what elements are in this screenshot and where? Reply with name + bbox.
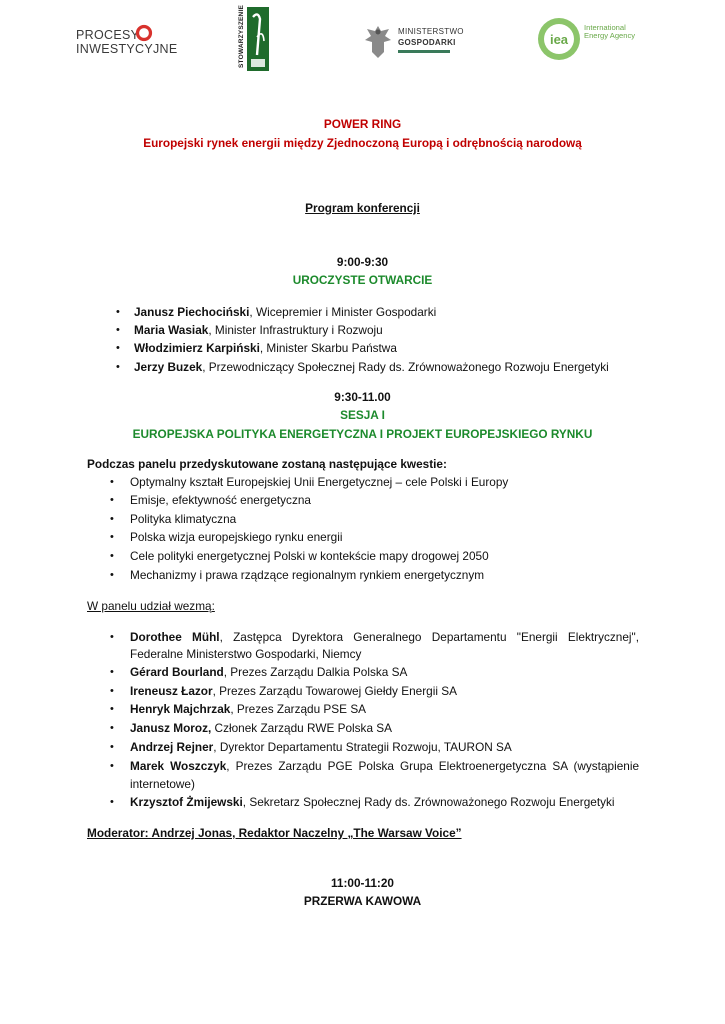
panelist-name: Henryk Majchrzak [130,702,231,716]
list-item [130,630,639,645]
panelist-role: , Prezes Zarządu Towarowej Giełdy Energii SA [212,684,457,698]
list-item [130,740,512,755]
panelist-name: Dorothee Mühl [130,630,220,644]
speaker-role: , Minister Skarbu Państwa [259,341,397,355]
list-item: Polska wizja europejskiego rynku energii [130,530,343,544]
bullet-icon: • [110,666,114,678]
list-item [134,360,609,375]
speaker-role: , Wicepremier i Minister Gospodarki [249,305,437,319]
bullet-icon: • [116,342,120,354]
bullet-icon: • [116,361,120,373]
list-item [134,341,397,356]
bullet-icon: • [110,703,114,715]
eagle-emblem-icon [362,22,394,62]
iea-mark: iea [549,32,569,47]
list-item: Cele polityki energetycznej Polski w kontekście mapy drogowej 2050 [130,549,489,563]
bullet-icon: • [110,796,114,808]
list-item: Mechanizmy i prawa rządzące regionalnym rynkiem energetycznym [130,568,485,582]
session-label: SESJA I [340,408,385,422]
panelist-name: Andrzej Rejner [130,740,214,754]
panelist-role: , Prezes Zarządu Dalkia Polska SA [223,665,408,679]
iea-logo [535,15,645,63]
panelist-name: Janusz Moroz, [130,721,212,735]
break-title: PRZERWA KAWOWA [303,894,422,908]
ministerstwo-gospodarki-logo [362,22,464,62]
list-item [130,721,392,736]
bullet-icon: • [110,741,114,753]
bullet-icon: • [110,513,114,525]
panelist-role: , Dyrektor Departamentu Strategii Rozwoju, TAURON SA [213,740,512,754]
list-item [130,795,615,810]
list-item [130,684,457,699]
program-heading: Program konferencji [305,201,420,215]
list-item: Emisje, efektywność energetyczna [130,493,311,507]
speaker-role: , Minister Infrastruktury i Rozwoju [208,323,383,337]
event-title: POWER RING [323,117,402,131]
panelist-role: Członek Zarządu RWE Polska SA [211,721,393,735]
list-item [130,759,639,774]
bullet-icon: • [110,494,114,506]
opening-title: UROCZYSTE OTWARCIE [292,273,433,287]
moderator-line: Moderator: Andrzej Jonas, Redaktor Naczelny „The Warsaw Voice” [87,826,462,840]
event-subtitle: Europejski rynek energii między Zjednoczoną Europą i odrębnością narodową [143,136,582,150]
logo-text: International [584,23,626,32]
logo-text: GOSPODARKI [398,38,456,47]
logo-text: MINISTERSTWO [398,27,464,36]
list-item-continued: internetowe) [130,777,195,791]
procesy-inwestycyjne-logo [76,24,176,60]
bullet-icon: • [110,631,114,643]
list-item [134,305,436,320]
bullet-icon: • [110,531,114,543]
list-item [134,323,383,338]
topics-intro: Podczas panelu przedyskutowane zostaną następujące kwestie: [87,457,447,471]
speaker-name: Janusz Piechociński [134,305,250,319]
bullet-icon: • [110,685,114,697]
speaker-name: Jerzy Buzek [134,360,203,374]
iea-circle-icon [535,15,583,63]
bullet-icon: • [110,550,114,562]
logo-text: PROCESY [76,28,140,42]
panelist-role: , Prezes Zarządu PGE Polska Grupa Elektroenergetyczna SA (wystąpienie [226,759,640,773]
list-item [130,702,366,717]
stowarzyszenie-eta-logo [234,7,270,71]
list-item-continued: Federalne Ministerstwo Gospodarki, Niemcy [130,647,362,661]
panelist-name: Krzysztof Żmijewski [130,795,243,809]
bullet-icon: • [110,760,114,772]
bullet-icon: • [116,306,120,318]
bullet-icon: • [110,722,114,734]
panel-intro: W panelu udział wezmą: [87,599,215,613]
session-time: 9:30-11.00 [334,390,391,404]
list-item: Optymalny kształt Europejskiej Unii Energetycznej – cele Polski i Europy [130,475,509,489]
logo-bar [0,0,725,90]
panelist-name: Ireneusz Łazor [130,684,213,698]
panelist-name: Gérard Bourland [130,665,224,679]
logo-text: STOWARZYSZENIE [238,5,245,68]
break-time: 11:00-11:20 [331,876,394,890]
speaker-role: , Przewodniczący Społecznej Rady ds. Zrównoważonego Rozwoju Energetyki [202,360,609,374]
bullet-icon: • [116,324,120,336]
eta-mark-icon [247,7,269,71]
logo-text: INWESTYCYJNE [76,42,178,56]
speaker-name: Maria Wasiak [134,323,209,337]
logo-bar-stripe [398,50,450,53]
panelist-role: , Zastępca Dyrektora Generalnego Departamentu "Energii Elektrycznej", [219,630,639,644]
bullet-icon: • [110,569,114,581]
panelist-role: , Sekretarz Społecznej Rady ds. Zrównoważonego Rozwoju Energetyki [242,795,615,809]
list-item [130,665,407,680]
panelist-role: , Prezes Zarządu PSE SA [230,702,367,716]
speaker-name: Włodzimierz Karpiński [134,341,260,355]
bullet-icon: • [110,476,114,488]
opening-time: 9:00-9:30 [336,255,389,269]
red-circle-icon [135,24,153,42]
logo-text: Energy Agency [584,31,636,40]
panelist-name: Marek Woszczyk [130,759,227,773]
session-title: EUROPEJSKA POLITYKA ENERGETYCZNA I PROJEKT EUROPEJSKIEGO RYNKU [132,427,593,441]
list-item: Polityka klimatyczna [130,512,237,526]
